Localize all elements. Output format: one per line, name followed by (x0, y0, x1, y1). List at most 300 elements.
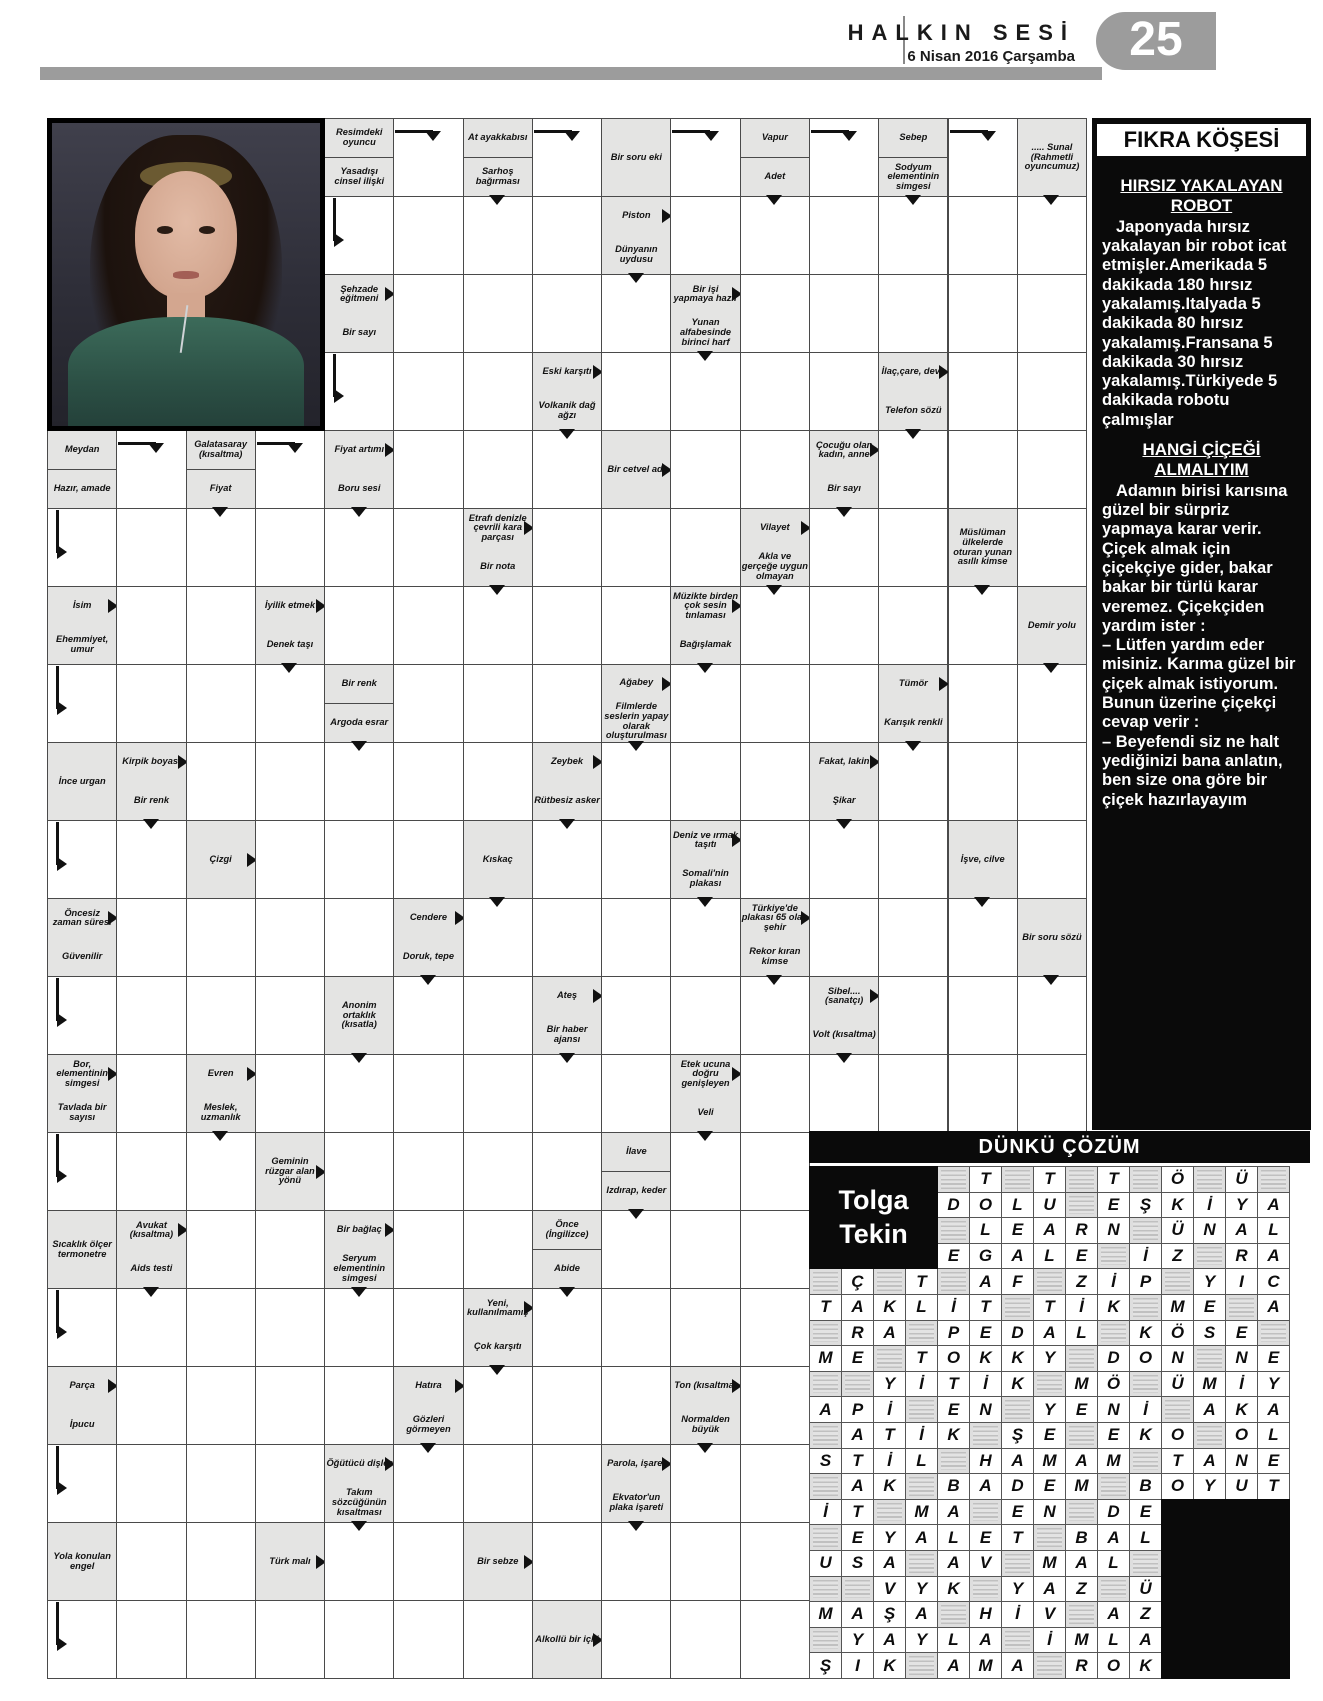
clue-cell (47, 1522, 117, 1601)
answer-cell (532, 1288, 602, 1367)
answer-cell (948, 742, 1018, 821)
answer-cell (324, 742, 394, 821)
answer-cell (324, 1522, 394, 1601)
solution-letter-cell: T (905, 1268, 938, 1295)
down-arrow-icon (836, 1053, 852, 1063)
clue-text: Adet (741, 157, 809, 196)
solution-letter-cell: İ (1193, 1192, 1226, 1219)
answer-cell (116, 1600, 186, 1679)
down-arrow-icon (836, 819, 852, 829)
solution-letter-cell: R (1065, 1217, 1098, 1244)
answer-cell (186, 976, 256, 1055)
photo-face (135, 171, 237, 298)
solution-letter-cell: N (1225, 1345, 1258, 1372)
solution-black-cell (1225, 1627, 1258, 1654)
solution-letter-cell: E (1065, 1396, 1098, 1423)
solution-letter-cell: L (1097, 1550, 1130, 1577)
solution-letter-cell: P (841, 1396, 874, 1423)
micro-clue-text (973, 1426, 998, 1445)
solution-clue-cell (937, 1448, 970, 1475)
solution-letter-cell: A (1001, 1652, 1034, 1679)
solution-letter-cell: T (873, 1422, 906, 1449)
answer-cell (324, 898, 394, 977)
solution-letter-cell: B (1065, 1524, 1098, 1551)
clue-cell (878, 118, 948, 197)
micro-clue-text (813, 1477, 838, 1496)
clue-text: İyilik etmek (264, 600, 316, 611)
answer-cell (809, 1054, 879, 1133)
clue-text: Sarhoş bağırması (464, 157, 532, 196)
down-arrow-icon (766, 975, 782, 985)
bent-arrow-icon (703, 131, 719, 141)
solution-letter-cell: A (1065, 1448, 1098, 1475)
clue-text: İsim (72, 600, 92, 611)
answer-cell (532, 196, 602, 275)
bent-arrow-icon (57, 1481, 67, 1495)
answer-cell (601, 1288, 671, 1367)
answer-cell (1017, 742, 1087, 821)
solution-letter-cell: A (1097, 1601, 1130, 1628)
solution-letter-cell: E (969, 1320, 1002, 1347)
answer-cell (393, 352, 463, 431)
solution-letter-cell: K (873, 1473, 906, 1500)
micro-clue-text (1261, 1170, 1286, 1189)
solution-clue-cell (1161, 1268, 1194, 1295)
micro-clue-text (1101, 1580, 1126, 1599)
solution-letter-cell: Ş (1001, 1422, 1034, 1449)
micro-clue-text (877, 1272, 902, 1291)
clue-cell (47, 1210, 117, 1289)
clue-text: Abide (533, 1249, 601, 1288)
answer-cell (601, 898, 671, 977)
solution-letter-cell: E (1033, 1422, 1066, 1449)
clue-cell (47, 1054, 117, 1133)
clue-text: Denek taşı (266, 638, 314, 649)
answer-cell (601, 1366, 671, 1445)
clue-text: Yeni, kullanılmamış (466, 1297, 529, 1318)
bent-arrow-icon (57, 857, 67, 871)
answer-cell (186, 1210, 256, 1289)
solution-clue-cell (809, 1320, 842, 1347)
solution-letter-cell: M (1065, 1371, 1098, 1398)
answer-cell (601, 1522, 671, 1601)
clue-text: Sibel.... (sanatçı) (825, 985, 864, 1006)
clue-text: Tavlada bir sayısı (57, 1102, 107, 1122)
answer-cell (740, 820, 810, 899)
clue-cell (463, 820, 533, 899)
solution-black-cell (1193, 1652, 1226, 1679)
down-arrow-icon (697, 897, 713, 907)
solution-letter-cell: L (1097, 1627, 1130, 1654)
clue-text: Bir renk (341, 678, 377, 689)
solution-clue-cell (809, 1371, 842, 1398)
solution-letter-cell: E (969, 1524, 1002, 1551)
down-arrow-icon (559, 1053, 575, 1063)
solution-letter-cell: K (1161, 1192, 1194, 1219)
answer-cell (116, 1288, 186, 1367)
answer-cell (532, 274, 602, 353)
solution-clue-cell (1257, 1166, 1290, 1193)
solution-letter-cell: A (969, 1473, 1002, 1500)
answer-cell (670, 898, 740, 977)
clue-text: Önce (İngilizce) (545, 1219, 589, 1239)
solution-letter-cell: A (1097, 1524, 1130, 1551)
clue-cell (186, 430, 256, 509)
solution-letter-cell: E (1129, 1499, 1162, 1526)
answer-cell (948, 196, 1018, 275)
clue-cell (601, 118, 671, 197)
clue-text: Dünyanın uydusu (615, 244, 658, 264)
clue-text: Ehemmiyet, umur (56, 634, 109, 654)
answer-cell (878, 196, 948, 275)
solution-letter-cell: A (873, 1550, 906, 1577)
solution-letter-cell: Z (1129, 1601, 1162, 1628)
solution-letter-cell: K (873, 1652, 906, 1679)
answer-cell (532, 820, 602, 899)
micro-clue-text (877, 1349, 902, 1368)
solution-letter-cell: İ (1129, 1243, 1162, 1270)
answer-cell (1017, 664, 1087, 743)
solution-letter-cell: F (1001, 1268, 1034, 1295)
micro-clue-text (941, 1272, 966, 1291)
answer-cell (601, 1210, 671, 1289)
solution-clue-cell (1001, 1294, 1034, 1321)
solution-letter-cell: E (1257, 1345, 1290, 1372)
clue-cell (47, 1366, 117, 1445)
solution-letter-cell: A (1033, 1320, 1066, 1347)
solution-letter-cell: A (1257, 1192, 1290, 1219)
solution-letter-cell: İ (905, 1371, 938, 1398)
clue-text: Resimdeki oyuncu (335, 127, 383, 147)
answer-cell (255, 820, 325, 899)
solution-letter-cell: M (1033, 1448, 1066, 1475)
solution-letter-cell: E (937, 1396, 970, 1423)
solution-clue-cell (873, 1499, 906, 1526)
solution-letter-cell: E (1065, 1243, 1098, 1270)
clue-text: Yasadışı cinsel ilişki (325, 157, 393, 196)
answer-cell (393, 1288, 463, 1367)
clue-text: Bir renk (133, 794, 170, 805)
clue-text: Parça (69, 1380, 95, 1391)
solution-letter-cell: H (969, 1601, 1002, 1628)
solution-clue-cell (809, 1268, 842, 1295)
solution-letter-cell: R (841, 1320, 874, 1347)
solution-letter-cell: Y (1033, 1396, 1066, 1423)
clue-text: Şehzade eğitmeni (340, 283, 379, 304)
solution-letter-cell: V (1033, 1601, 1066, 1628)
answer-cell (809, 898, 879, 977)
photo-eye (157, 226, 173, 234)
answer-cell (255, 1210, 325, 1289)
clue-text: Ateş (556, 990, 578, 1001)
story-heading: HIRSIZ YAKALAYAN ROBOT (1120, 176, 1283, 215)
answer-cell (255, 1366, 325, 1445)
clue-cell (324, 1210, 394, 1289)
solution-letter-cell: O (1097, 1652, 1130, 1679)
clue-text: Avukat (kısaltma) (129, 1219, 174, 1240)
clue-text: Hatıra (415, 1380, 442, 1391)
clue-text: Hazır, amade (48, 469, 116, 508)
solution-letter-cell: K (1001, 1371, 1034, 1398)
solution-black-cell (1193, 1601, 1226, 1628)
down-arrow-icon (628, 1209, 644, 1219)
answer-cell (463, 1444, 533, 1523)
bent-arrow-icon (564, 131, 580, 141)
solution-letter-cell: Z (1065, 1268, 1098, 1295)
solution-letter-cell: Ü (1161, 1217, 1194, 1244)
solution-letter-cell: Ş (809, 1652, 842, 1679)
solution-letter-cell: Z (1065, 1576, 1098, 1603)
solution-letter-cell: D (1001, 1473, 1034, 1500)
micro-clue-text (813, 1580, 838, 1599)
solution-letter-cell: Y (1033, 1345, 1066, 1372)
answer-cell (116, 1054, 186, 1133)
micro-clue-text (941, 1170, 966, 1189)
answer-cell (255, 742, 325, 821)
clue-text: İlave (625, 1146, 647, 1157)
clue-text: Somali'nin plakası (682, 868, 729, 888)
answer-cell (948, 352, 1018, 431)
answer-cell (186, 1522, 256, 1601)
answer-cell (255, 976, 325, 1055)
answer-cell (463, 742, 533, 821)
solution-black-cell (1257, 1550, 1290, 1577)
micro-clue-text (813, 1272, 838, 1291)
solution-clue-cell (1097, 1576, 1130, 1603)
answer-cell (393, 1132, 463, 1211)
solution-letter-cell: M (1033, 1550, 1066, 1577)
solution-letter-cell: E (1097, 1422, 1130, 1449)
solution-clue-cell (1097, 1243, 1130, 1270)
clue-text: Deniz ve ırmak taşıtı (672, 829, 739, 850)
answer-cell (532, 586, 602, 665)
clue-text: Geminin rüzgar alan yönü (265, 1156, 315, 1186)
clue-text: Bir sebze (477, 1555, 519, 1566)
solution-letter-cell: A (1001, 1448, 1034, 1475)
clue-cell (255, 1132, 325, 1211)
down-arrow-icon (766, 585, 782, 595)
solution-letter-cell: M (1161, 1294, 1194, 1321)
clue-text: Sıcaklık ölçer termonetre (52, 1238, 112, 1259)
down-arrow-icon (766, 195, 782, 205)
answer-cell (878, 586, 948, 665)
solution-letter-cell: G (969, 1243, 1002, 1270)
answer-cell (393, 742, 463, 821)
solution-letter-cell: S (841, 1550, 874, 1577)
solution-clue-cell (1097, 1473, 1130, 1500)
micro-clue-text (909, 1656, 934, 1675)
solution-black-cell (1161, 1499, 1194, 1526)
solution-clue-cell (905, 1652, 938, 1679)
clue-text: Vilayet (760, 522, 790, 533)
clue-cell (532, 742, 602, 821)
clue-text: Akla ve gerçeğe uygun olmayan (741, 551, 808, 581)
micro-clue-text (941, 1605, 966, 1624)
solution-clue-cell (1001, 1627, 1034, 1654)
solution-letter-cell: Y (873, 1524, 906, 1551)
answer-cell (670, 508, 740, 587)
micro-clue-text (1037, 1528, 1062, 1547)
answer-cell (1017, 508, 1087, 587)
solution-clue-cell (1033, 1524, 1066, 1551)
solution-letter-cell: E (1097, 1192, 1130, 1219)
clue-cell (948, 820, 1018, 899)
clue-text: Bir soru eki (610, 151, 662, 162)
answer-cell (740, 1600, 810, 1679)
down-arrow-icon (420, 975, 436, 985)
solution-letter-cell: M (1193, 1371, 1226, 1398)
solution-letter-cell: Y (1225, 1192, 1258, 1219)
solution-clue-cell (1065, 1422, 1098, 1449)
solution-letter-cell: Ü (1129, 1576, 1162, 1603)
bent-arrow-icon (57, 1637, 67, 1651)
solution-letter-cell: E (1001, 1217, 1034, 1244)
clue-cell (809, 742, 879, 821)
clue-cell (1017, 586, 1087, 665)
micro-clue-text (1101, 1477, 1126, 1496)
solution-letter-cell: I (841, 1652, 874, 1679)
answer-cell (186, 586, 256, 665)
answer-cell (601, 742, 671, 821)
answer-cell (393, 586, 463, 665)
solution-letter-cell: Y (1193, 1473, 1226, 1500)
solution-letter-cell: L (1001, 1192, 1034, 1219)
micro-clue-text (909, 1477, 934, 1496)
solution-letter-cell: T (1257, 1473, 1290, 1500)
solution-black-cell (1161, 1524, 1194, 1551)
solution-letter-cell: D (1097, 1499, 1130, 1526)
answer-cell (393, 430, 463, 509)
solution-clue-cell (841, 1576, 874, 1603)
solution-letter-cell: İ (873, 1448, 906, 1475)
answer-cell (116, 1366, 186, 1445)
clue-cell (463, 508, 533, 587)
micro-clue-text (1133, 1452, 1158, 1471)
clue-text: Ağabey (619, 677, 654, 688)
solution-black-cell (1193, 1627, 1226, 1654)
solution-letter-cell: M (1097, 1448, 1130, 1475)
yesterday-solution-title: DÜNKÜ ÇÖZÜM (809, 1131, 1310, 1163)
solution-letter-cell: D (1001, 1320, 1034, 1347)
clue-text: Çocuğu olan kadın, anne (816, 439, 873, 460)
solution-letter-cell: Y (1257, 1371, 1290, 1398)
clue-cell (116, 1210, 186, 1289)
answer-cell (116, 1132, 186, 1211)
joke-column-body (1092, 158, 1311, 818)
answer-cell (463, 586, 533, 665)
clue-text: Bir cetvel adı (607, 463, 666, 474)
solution-letter-cell: T (905, 1345, 938, 1372)
clue-text: Çizgi (209, 853, 232, 864)
solution-letter-cell: K (873, 1294, 906, 1321)
solution-letter-cell: N (1033, 1499, 1066, 1526)
clue-text: Demir yolu (1027, 619, 1076, 630)
answer-cell (670, 352, 740, 431)
solution-letter-cell: İ (1129, 1396, 1162, 1423)
solution-letter-cell: O (969, 1192, 1002, 1219)
clue-cell (601, 1132, 671, 1211)
solution-letter-cell: T (841, 1448, 874, 1475)
answer-cell (393, 1522, 463, 1601)
clue-text: İlaç,çare, deva (881, 366, 946, 377)
solution-letter-cell: K (1129, 1422, 1162, 1449)
answer-cell (324, 1132, 394, 1211)
clue-text: Bir sayı (342, 326, 377, 337)
answer-cell (532, 1522, 602, 1601)
answer-cell (809, 508, 879, 587)
solution-black-cell (1225, 1550, 1258, 1577)
solution-letter-cell: A (1225, 1217, 1258, 1244)
clue-cell (186, 820, 256, 899)
solution-clue-cell (1065, 1499, 1098, 1526)
answer-cell (670, 1444, 740, 1523)
answer-cell (393, 664, 463, 743)
solution-letter-cell: K (1225, 1396, 1258, 1423)
solution-clue-cell (1161, 1396, 1194, 1423)
solution-clue-cell (1065, 1166, 1098, 1193)
answer-cell (878, 274, 948, 353)
clue-cell (47, 898, 117, 977)
solution-black-cell (1257, 1499, 1290, 1526)
solution-clue-cell (809, 1576, 842, 1603)
solution-clue-cell (1193, 1166, 1226, 1193)
solution-clue-cell (905, 1550, 938, 1577)
clue-text: Volkanik dağ ağzı (538, 400, 596, 420)
solution-letter-cell: S (809, 1448, 842, 1475)
solution-letter-cell: Y (1001, 1576, 1034, 1603)
solution-black-cell (1193, 1499, 1226, 1526)
answer-cell (948, 586, 1018, 665)
answer-cell (878, 742, 948, 821)
solution-letter-cell: İ (809, 1499, 842, 1526)
solution-letter-cell: A (1257, 1243, 1290, 1270)
author-last-name: Tekin (839, 1218, 908, 1249)
answer-cell (948, 664, 1018, 743)
solution-clue-cell (1129, 1294, 1162, 1321)
down-arrow-icon (351, 507, 367, 517)
answer-cell (1017, 274, 1087, 353)
story-paragraph: Japonyada hırsız yakalayan bir robot icat etmişler.Amerikada 5 dakikada 180 hırsız yakalamış.Italyada 5 dakikada 80 hırsız yakalamış.Fransana 5 dakikada 30 hırsız yakalamış.Türkiyede 5 dakikada robotu çalmışlar (1102, 217, 1287, 429)
answer-cell (116, 586, 186, 665)
solution-letter-cell: A (841, 1422, 874, 1449)
answer-cell (463, 352, 533, 431)
answer-cell (740, 1054, 810, 1133)
answer-cell (601, 586, 671, 665)
answer-cell (463, 1132, 533, 1211)
answer-cell (809, 820, 879, 899)
solution-letter-cell: O (1129, 1345, 1162, 1372)
joke-column-title: FIKRA KÖŞESİ (1095, 122, 1308, 158)
solution-letter-cell: R (1225, 1243, 1258, 1270)
clue-cell (463, 118, 533, 197)
clue-cell (324, 1444, 394, 1523)
solution-letter-cell: Y (841, 1627, 874, 1654)
clue-text: İnce urgan (58, 775, 106, 786)
solution-letter-cell: P (1129, 1268, 1162, 1295)
clue-cell (532, 1210, 602, 1289)
answer-cell (670, 664, 740, 743)
micro-clue-text (1165, 1272, 1190, 1291)
solution-letter-cell: E (1001, 1499, 1034, 1526)
micro-clue-text (1005, 1400, 1030, 1419)
micro-clue-text (1133, 1298, 1158, 1317)
micro-clue-text (845, 1375, 870, 1394)
down-arrow-icon (351, 1053, 367, 1063)
micro-clue-text (1069, 1503, 1094, 1522)
clue-text: Zeybek (551, 756, 584, 767)
solution-clue-cell (809, 1627, 842, 1654)
solution-clue-cell (969, 1422, 1002, 1449)
